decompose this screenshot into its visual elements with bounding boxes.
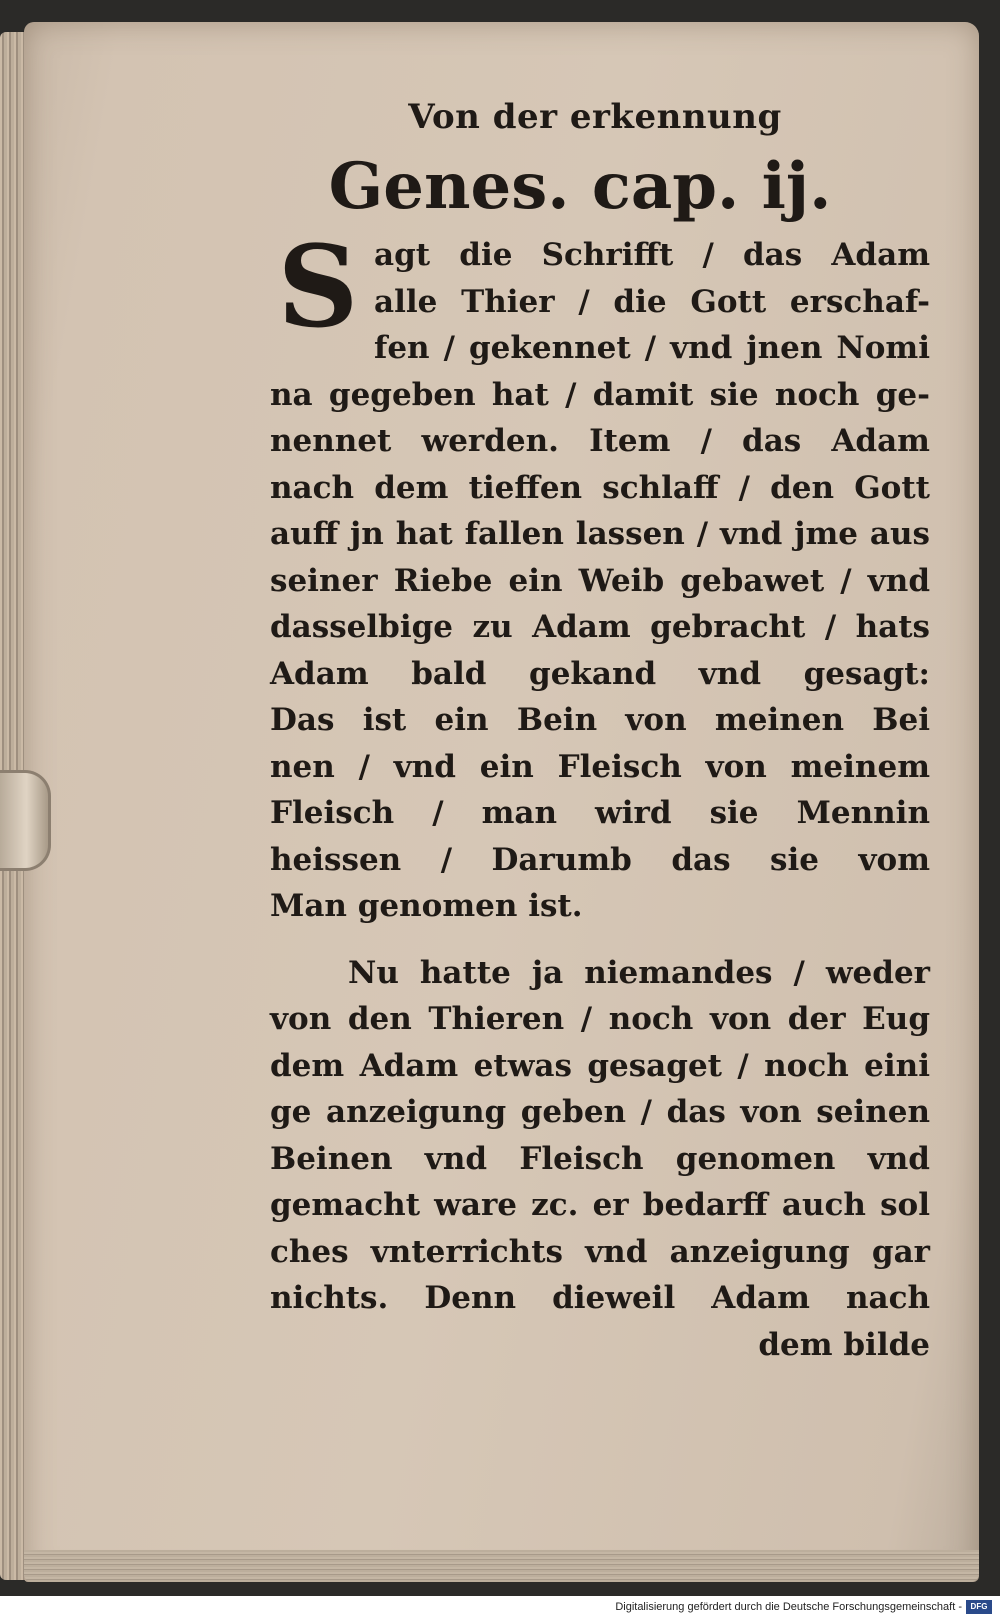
catchword: dem bilde bbox=[758, 1326, 930, 1363]
text-line: nach dem tieffen schlaff / den Gott bbox=[270, 469, 930, 506]
text-line: dem Adam etwas gesaget / noch eini bbox=[270, 1047, 930, 1084]
paragraph-1 bbox=[270, 222, 930, 930]
text-line: von den Thieren / noch von der Eug bbox=[270, 1001, 930, 1037]
text-line: agt die Schrifft / das Adam bbox=[374, 237, 930, 273]
text-line: Man genomen ist. bbox=[270, 888, 583, 924]
text-line: auff jn hat fallen lassen / vnd jme aus bbox=[270, 516, 930, 552]
page-bottom-edge bbox=[24, 1550, 979, 1582]
text-line: dasselbige zu Adam gebracht / hats bbox=[270, 609, 930, 645]
dfg-logo: DFG bbox=[966, 1600, 992, 1614]
text-line: heissen / Darumb das sie vom bbox=[270, 841, 930, 878]
text-line: Das ist ein Bein von meinen Bei bbox=[270, 702, 930, 738]
text-line: Fleisch / man wird sie Mennin bbox=[270, 795, 930, 831]
text-line: ches vnterrichts vnd anzeigung gar bbox=[270, 1233, 930, 1270]
text-line: nichts. Denn dieweil Adam nach bbox=[270, 1280, 930, 1316]
text-line: Nu hatte ja niemandes / weder bbox=[348, 954, 930, 991]
text-line: Beinen vnd Fleisch genomen vnd bbox=[270, 1140, 930, 1177]
drop-initial: S bbox=[277, 222, 359, 353]
text-line: nennet werden. Item / das Adam bbox=[270, 423, 930, 459]
text-line: gemacht ware zc. er bedarff auch sol bbox=[270, 1187, 930, 1223]
chapter-heading: Genes. cap. ij. bbox=[328, 149, 832, 224]
text-line: na gegeben hat / damit sie noch ge- bbox=[270, 376, 930, 413]
text-line: fen / gekennet / vnd jnen Nomi bbox=[374, 330, 930, 366]
text-line: Adam bald gekand vnd gesagt: bbox=[270, 655, 930, 692]
paragraph-2 bbox=[270, 950, 930, 1322]
text-line: alle Thier / die Gott erschaf- bbox=[374, 283, 930, 320]
text-line: nen / vnd ein Fleisch von meinem bbox=[270, 748, 930, 785]
text-line: ge anzeigung geben / das von seinen bbox=[270, 1094, 930, 1130]
book-clamp bbox=[0, 770, 51, 871]
running-head: Von der erkennung bbox=[408, 97, 782, 137]
text-line: seiner Riebe ein Weib gebawet / vnd bbox=[270, 562, 930, 599]
page-text bbox=[270, 92, 930, 1368]
footer-credit: Digitalisierung gefördert durch die Deutsche Forschungsgemeinschaft - bbox=[615, 1601, 962, 1613]
